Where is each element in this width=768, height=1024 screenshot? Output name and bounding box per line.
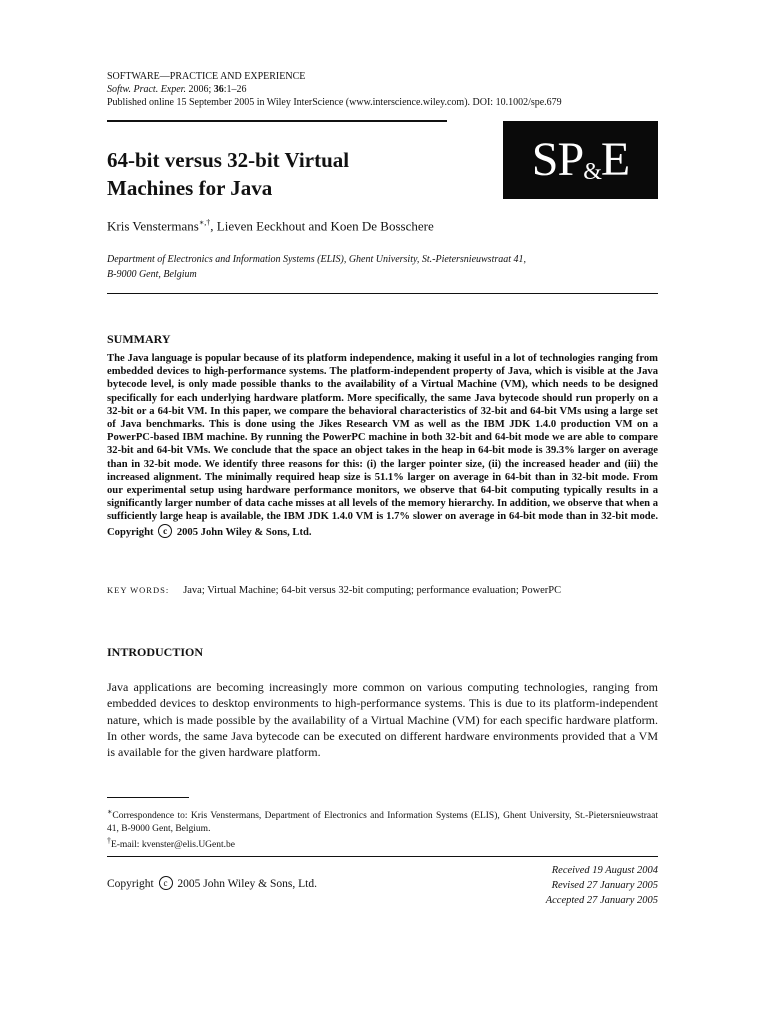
affiliation-line-1: Department of Electronics and Information Systems (ELIS), Ghent University, St.-Pietersnieuwstraat 41, [107, 254, 527, 265]
author-list [107, 218, 434, 234]
footnote-2-mark: † [107, 836, 111, 846]
summary-heading: SUMMARY [107, 332, 171, 346]
footer-rule [107, 856, 658, 857]
introduction-text: Java applications are becoming increasingly more common on various computing technologies, ranging from embedded devices to desktop environments to high-performance systems. This is due to its platform-independent nature, which is made possible by the availability of a Virtual Machine (VM) for each specific hardware platform. In other words, the same Java bytecode can be executed on different hardware environments provided that a VM is available for the given hardware platform. [107, 680, 658, 760]
revised-date: Revised 27 January 2005 [551, 880, 658, 891]
journal-name: SOFTWARE—PRACTICE AND EXPERIENCE [107, 71, 306, 82]
footer-copyright-prefix: Copyright [107, 878, 154, 890]
footnote-1 [107, 806, 658, 835]
logo-e: E [600, 133, 630, 186]
logo-text [531, 133, 630, 186]
affiliation-line-2: B-9000 Gent, Belgium [107, 269, 197, 280]
footnote-2 [107, 835, 658, 852]
accepted-date: Accepted 27 January 2005 [545, 895, 658, 906]
footnote-1-mark: ∗ [107, 807, 113, 816]
copyright-icon: c [159, 876, 173, 890]
publication-line: Published online 15 September 2005 in Wiley InterScience (www.interscience.wiley.com). DOI: 10.1002/spe.679 [107, 97, 562, 108]
first-author: Kris Venstermans [107, 218, 199, 234]
submission-dates [440, 863, 658, 908]
footnotes [107, 806, 658, 852]
introduction-heading: INTRODUCTION [107, 645, 204, 659]
logo-amp: & [583, 159, 601, 185]
logo-sp: SP [531, 133, 584, 186]
title-rule [107, 120, 447, 122]
summary-body: The Java language is popular because of its platform independence, making it useful in a lot of technologies ranging from embedded devices to high-performance systems. The platform-independent property of Java, which is visible at the Java bytecode level, is only made possible thanks to the availability of a Virtual Machine (VM), which needs to be designed specifically for each underlying hardware platform. More specifically, the same Java bytecode should run properly on a 32-bit or a 64-bit VM. In this paper, we compare the behavioral characteristics of 32-bit and 64-bit VMs using a large set of Java benchmarks. This is done using the Jikes Research VM as well as the IBM JDK 1.4.0 production VM on a PowerPC-based IBM machine. By running the PowerPC machine in both 32-bit and 64-bit mode we are able to compare 32-bit and 64-bit VMs. We conclude that the space an object takes in the heap in 64-bit mode is 39.3% larger on average than in 32-bit mode. We identify three reasons for this: (i) the larger pointer size, (ii) the increased header and (iii) the increased alignment. The minimally required heap size is 51.1% larger on average in 64-bit than in 32-bit mode. From our experimental setup using hardware performance monitors, we observe that 64-bit computing typically results in a significantly larger number of data cache misses at all levels of the memory hierarchy. In addition, we observe that when a sufficiently large heap is available, the IBM JDK 1.4.0 VM is 1.7% slower on average in 64-bit mode than in 32-bit mode. Copyright [107, 353, 658, 538]
footnote-1-text: Correspondence to: Kris Venstermans, Department of Electronics and Information Systems (ELIS), Ghent University, St.-Pietersnieuwstraat 41, B-9000 Gent, Belgium. [107, 811, 658, 834]
footer-copyright [107, 876, 317, 890]
summary-text [107, 352, 658, 539]
journal-logo [503, 121, 658, 199]
keywords-value: Java; Virtual Machine; 64-bit versus 32-bit computing; performance evaluation; PowerPC [183, 585, 562, 596]
keywords [107, 585, 561, 596]
citation-year: 2006; [185, 84, 214, 95]
author-marks: ∗,† [198, 218, 211, 227]
footnote-2-text: E-mail: kvenster@elis.UGent.be [110, 840, 235, 851]
other-authors: , Lieven Eeckhout and Koen De Bosschere [210, 218, 434, 234]
received-date: Received 19 August 2004 [551, 865, 658, 876]
title-line-1: 64-bit versus 32-bit Virtual [107, 148, 350, 172]
paper-title [107, 146, 447, 202]
citation-volume: 36 [213, 84, 224, 95]
journal-header [107, 70, 562, 109]
footnote-rule [107, 797, 189, 798]
keywords-label: KEY WORDS: [107, 585, 170, 595]
citation-prefix: Softw. Pract. Exper. [107, 84, 186, 95]
section-rule [107, 293, 658, 294]
affiliation [107, 252, 667, 282]
title-line-2: Machines for Java [107, 176, 273, 200]
citation-pages: :1–26 [223, 84, 247, 95]
summary-copyright: 2005 John Wiley & Sons, Ltd. [176, 526, 312, 538]
footer-copyright-tail: 2005 John Wiley & Sons, Ltd. [177, 878, 317, 890]
citation-line [107, 83, 562, 96]
copyright-icon: c [158, 524, 172, 538]
